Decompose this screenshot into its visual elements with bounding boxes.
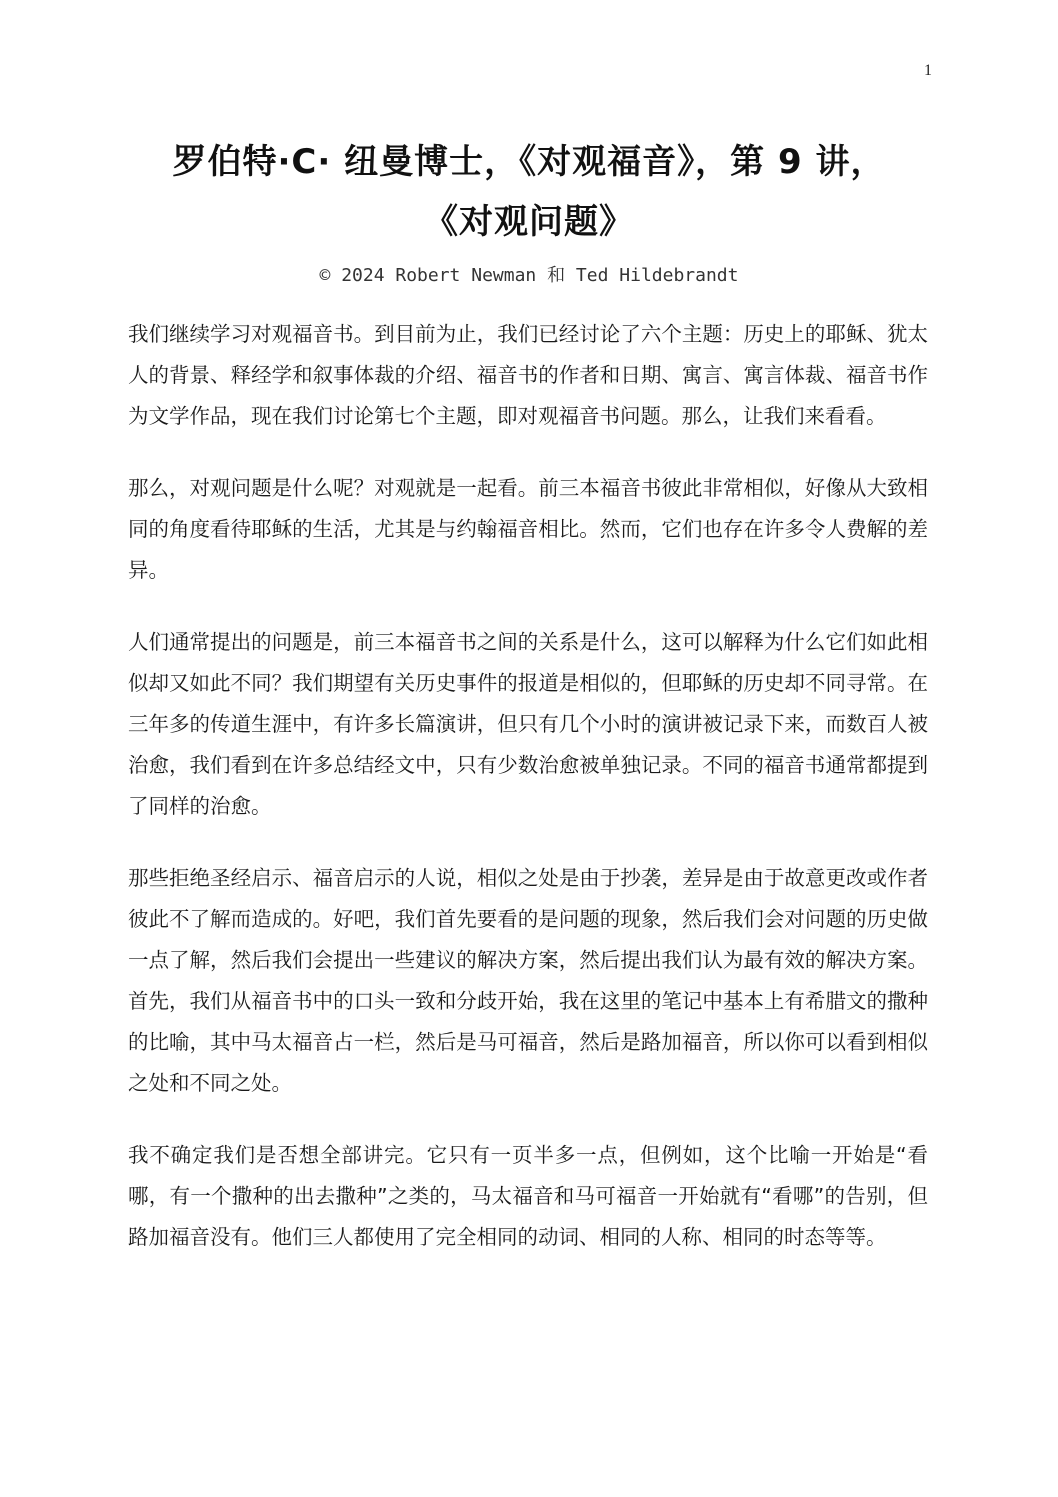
page-number: 1: [924, 62, 932, 79]
title-line-1: 罗伯特·C· 纽曼博士，《对观福音》，第 9 讲，: [172, 142, 886, 182]
paragraph-2: 那么，对观问题是什么呢？对观就是一起看。前三本福音书彼此非常相似，好像从大致相同的角度看待耶稣的生活，尤其是与约翰福音相比。然而，它们也存在许多令人费解的差异。: [128, 476, 928, 582]
copyright-notice: © 2024 Robert Newman 和 Ted Hildebrandt: [319, 265, 739, 286]
document-title: [100, 132, 958, 252]
paragraph-4: 那些拒绝圣经启示、福音启示的人说，相似之处是由于抄袭，差异是由于故意更改或作者彼此不了解而造成的。好吧，我们首先要看的是问题的现象，然后我们会对问题的历史做一点了解，然后我们会提出一些建议的解决方案，然后提出我们认为最有效的解决方案。首先，我们从福音书中的口头一致和分歧开始，我在这里的笔记中基本上有希腊文的撒种的比喻，其中马太福音占一栏，然后是马可福音，然后是路加福音，所以你可以看到相似之处和不同之处。: [128, 866, 928, 1095]
paragraph-3: 人们通常提出的问题是，前三本福音书之间的关系是什么，这可以解释为什么它们如此相似却又如此不同？我们期望有关历史事件的报道是相似的，但耶稣的历史却不同寻常。在三年多的传道生涯中，有许多长篇演讲，但只有几个小时的演讲被记录下来，而数百人被治愈，我们看到在许多总结经文中，只有少数治愈被单独记录。不同的福音书通常都提到了同样的治愈。: [128, 630, 928, 818]
paragraph-5: 我不确定我们是否想全部讲完。它只有一页半多一点，但例如，这个比喻一开始是“看哪，有一个撒种的出去撒种”之类的，马太福音和马可福音一开始就有“看哪”的告别，但路加福音没有。他们三人都使用了完全相同的动词、相同的人称、相同的时态等等。: [128, 1143, 928, 1249]
title-line-2: 《对观问题》: [424, 202, 634, 242]
paragraph-1: 我们继续学习对观福音书。到目前为止，我们已经讨论了六个主题：历史上的耶稣、犹太人的背景、释经学和叙事体裁的介绍、福音书的作者和日期、寓言、寓言体裁、福音书作为文学作品，现在我们讨论第七个主题，即对观福音书问题。那么，让我们来看看。: [128, 322, 928, 428]
document-body: [128, 314, 928, 1289]
